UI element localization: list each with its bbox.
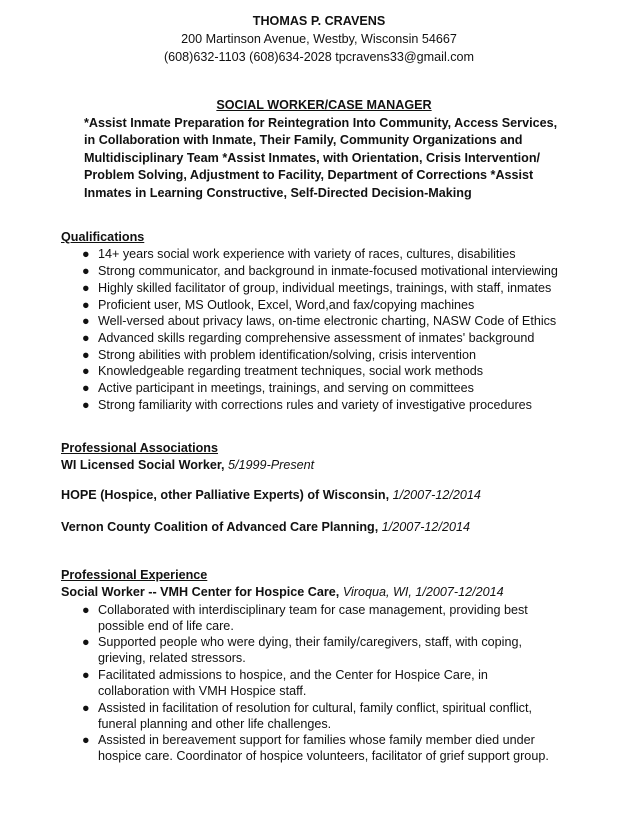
qualification-text: 14+ years social work experience with variety of races, cultures, disabilities xyxy=(98,247,516,262)
list-item xyxy=(61,667,561,699)
list-item xyxy=(61,700,561,732)
qualification-text: Proficient user, MS Outlook, Excel, Word,and fax/copying machines xyxy=(98,297,475,312)
objective-block xyxy=(84,97,564,203)
candidate-address: 200 Martinson Avenue, Westby, Wisconsin 54667 xyxy=(181,32,457,46)
list-item xyxy=(61,380,621,397)
qualification-text: Active participant in meetings, trainings, and serving on committees xyxy=(98,381,474,396)
bullet-icon: ● xyxy=(82,330,90,345)
bullet-icon: ● xyxy=(82,280,90,295)
association-name: WI Licensed Social Worker, xyxy=(61,458,225,473)
qualifications-section xyxy=(61,229,621,413)
association-entry xyxy=(61,519,621,536)
qualification-text: Strong abilities with problem identification/solving, crisis intervention xyxy=(98,347,476,362)
experience-text: Facilitated admissions to hospice, and the Center for Hospice Care, in collaboration with VMH Hospice staff. xyxy=(98,668,488,698)
association-entry xyxy=(61,487,621,504)
bullet-icon: ● xyxy=(82,347,90,362)
bullet-icon: ● xyxy=(82,733,90,748)
qualification-text: Advanced skills regarding comprehensive assessment of inmates' background xyxy=(98,330,535,345)
qualification-text: Well-versed about privacy laws, on-time electronic charting, NASW Code of Ethics xyxy=(98,314,557,329)
bullet-icon: ● xyxy=(82,264,90,279)
list-item xyxy=(61,297,621,314)
bullet-icon: ● xyxy=(82,397,90,412)
objective-text: *Assist Inmate Preparation for Reintegration Into Community, Access Services, in Collaboration with Inmate, Their Family, Community Organizations and Multidisciplinary Team *Assist Inmates, with Orientation, Crisis Intervention/ Problem Solving, Adjustment to Facility, Department of Corrections *Assist Inmates in Learning Constructive, Self-Directed Decision-Making xyxy=(84,115,558,200)
list-item xyxy=(61,363,621,380)
experience-list xyxy=(61,602,561,764)
list-item xyxy=(61,330,621,347)
list-item xyxy=(61,397,621,414)
association-dates: 1/2007-12/2014 xyxy=(392,488,481,502)
experience-text: Supported people who were dying, their family/caregivers, staff, with coping, grieving, related stressors. xyxy=(98,635,522,666)
bullet-icon: ● xyxy=(82,602,90,617)
experience-text: Collaborated with interdisciplinary team for case management, providing best possible end of life care. xyxy=(98,602,528,633)
qualification-text: Knowledgeable regarding treatment techniques, social work methods xyxy=(98,364,484,379)
list-item xyxy=(61,347,621,364)
list-item xyxy=(61,313,621,330)
associations-section-2 xyxy=(61,487,621,504)
list-item xyxy=(61,602,561,634)
bullet-icon: ● xyxy=(82,381,90,396)
job-title: Social Worker -- VMH Center for Hospice Care, xyxy=(61,585,340,600)
association-dates: 1/2007-12/2014 xyxy=(381,520,470,534)
list-item xyxy=(61,246,621,263)
bullet-icon: ● xyxy=(82,700,90,715)
associations-section-3 xyxy=(61,519,621,536)
qualifications-list xyxy=(61,246,621,413)
qualification-text: Strong familiarity with corrections rules and variety of investigative procedures xyxy=(98,397,532,412)
candidate-contact: (608)632-1103 (608)634-2028 tpcravens33@gmail.com xyxy=(163,50,475,64)
list-item xyxy=(61,732,561,764)
objective-title: SOCIAL WORKER/CASE MANAGER xyxy=(216,98,432,112)
association-dates: 5/1999-Present xyxy=(228,458,315,473)
qualifications-heading: Qualifications xyxy=(61,230,145,244)
bullet-icon: ● xyxy=(82,364,90,379)
bullet-icon: ● xyxy=(82,668,90,682)
bullet-icon: ● xyxy=(82,297,90,312)
qualification-text: Highly skilled facilitator of group, individual meetings, trainings, with staff, inmates xyxy=(98,280,552,295)
associations-heading: Professional Associations xyxy=(61,441,219,455)
job-heading xyxy=(61,584,621,601)
bullet-icon: ● xyxy=(82,635,90,650)
resume-header xyxy=(0,12,638,66)
associations-section xyxy=(61,440,621,475)
association-name: HOPE (Hospice, other Palliative Experts) of Wisconsin, xyxy=(61,488,390,502)
association-name: Vernon County Coalition of Advanced Care Planning, xyxy=(61,520,379,534)
bullet-icon: ● xyxy=(82,247,90,262)
association-entry xyxy=(61,457,621,474)
list-item xyxy=(61,263,621,280)
experience-section xyxy=(61,567,621,765)
qualification-text: Strong communicator, and background in inmate-focused motivational interviewing xyxy=(98,264,558,279)
list-item xyxy=(61,634,561,666)
experience-text: Assisted in facilitation of resolution for cultural, family conflict, spiritual conflict, funeral planning and other life challenges. xyxy=(98,700,532,731)
job-meta: Viroqua, WI, 1/2007-12/2014 xyxy=(342,585,504,600)
experience-heading: Professional Experience xyxy=(61,568,208,582)
experience-text: Assisted in bereavement support for families whose family member died under hospice care. Coordinator of hospice volunteers, facilitator of grief support group. xyxy=(98,733,549,764)
candidate-name: THOMAS P. CRAVENS xyxy=(252,14,386,28)
bullet-icon: ● xyxy=(82,314,90,329)
list-item xyxy=(61,280,621,297)
